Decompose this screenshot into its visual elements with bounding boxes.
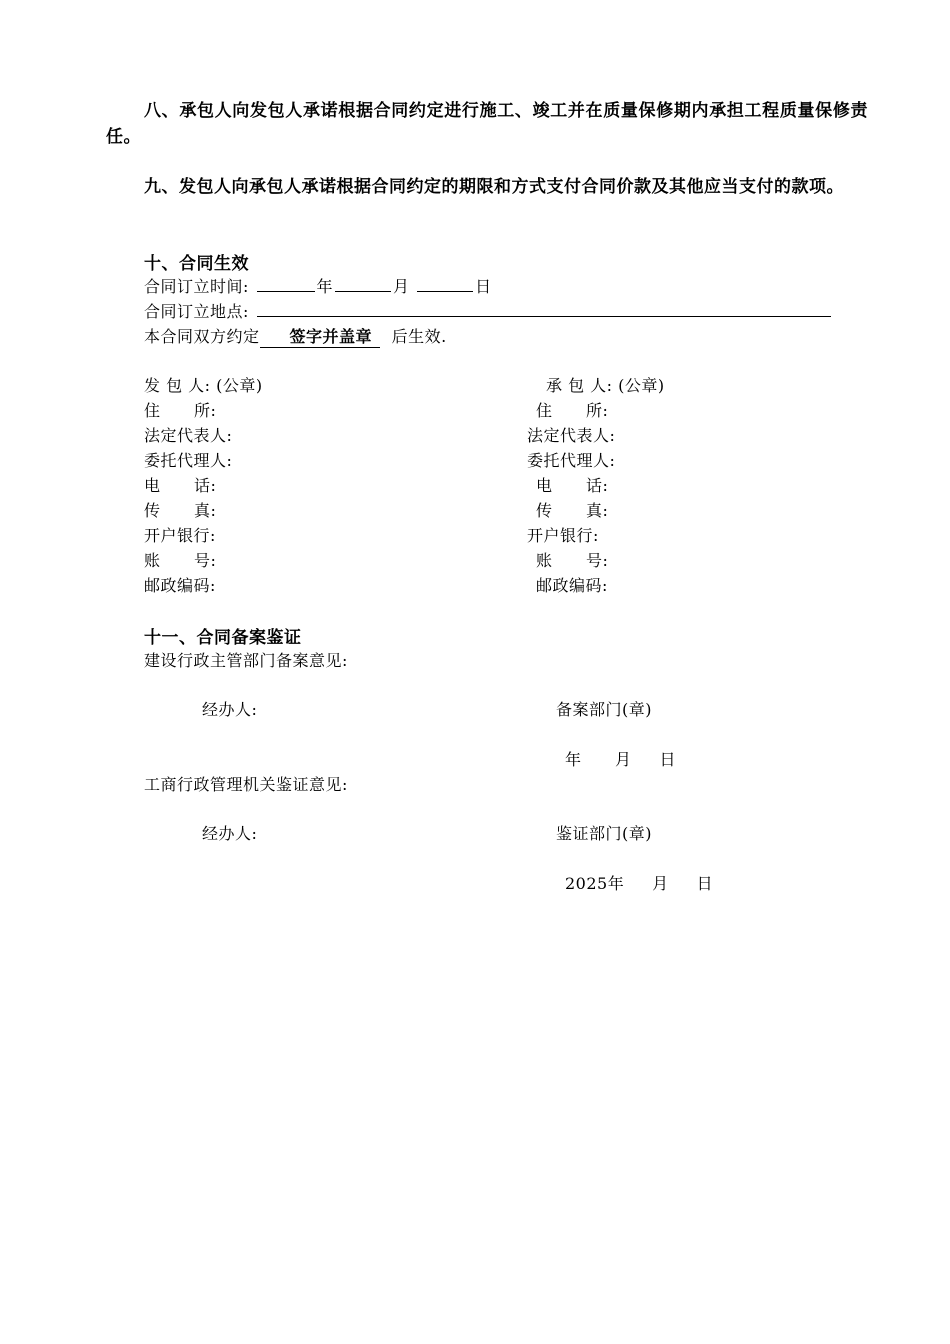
employer-bank: 开户银行: bbox=[144, 526, 216, 545]
sign-time-label: 合同订立时间: bbox=[144, 277, 249, 296]
clause-nine: 九、发包人向承包人承诺根据合同约定的期限和方式支付合同价款及其他应当支付的款项。 bbox=[144, 177, 844, 197]
year-label: 年 bbox=[316, 277, 334, 296]
employer-phone: 电 话: bbox=[144, 476, 217, 495]
sign-place-line bbox=[144, 299, 833, 322]
month-label: 月 bbox=[393, 277, 410, 296]
construction-opinion: 建设行政主管部门备案意见: bbox=[144, 651, 348, 670]
contractor-bank: 开户银行: bbox=[527, 526, 599, 545]
verify-dept: 鉴证部门(章) bbox=[556, 824, 652, 843]
verify-date: 2025年 月 日 bbox=[565, 874, 714, 893]
contractor-account: 账 号: bbox=[536, 551, 609, 570]
contractor-address: 住 所: bbox=[536, 401, 609, 420]
contractor-agent: 委托代理人: bbox=[527, 451, 616, 470]
employer-postcode: 邮政编码: bbox=[144, 576, 216, 595]
sign-time-line bbox=[144, 274, 492, 297]
month-blank[interactable] bbox=[335, 275, 391, 292]
effect-heading: 十、合同生效 bbox=[144, 254, 249, 274]
agree-value: 签字并盖章 bbox=[260, 324, 381, 348]
commerce-opinion: 工商行政管理机关鉴证意见: bbox=[144, 775, 348, 794]
handler-2: 经办人: bbox=[202, 824, 258, 843]
contractor-fax: 传 真: bbox=[536, 501, 609, 520]
filing-dept: 备案部门(章) bbox=[556, 700, 652, 719]
year-blank[interactable] bbox=[257, 275, 315, 292]
clause-eight: 八、承包人向发包人承诺根据合同约定进行施工、竣工并在质量保修期内承担工程质量保修责任。 bbox=[106, 101, 868, 147]
employer-agent: 委托代理人: bbox=[144, 451, 233, 470]
employer-fax: 传 真: bbox=[144, 501, 217, 520]
sign-place-label: 合同订立地点: bbox=[144, 302, 249, 321]
employer-address: 住 所: bbox=[144, 401, 217, 420]
employer-title: 发 包 人: (公章) bbox=[144, 376, 263, 395]
agree-prefix: 本合同双方约定 bbox=[144, 327, 260, 346]
contractor-postcode: 邮政编码: bbox=[536, 576, 608, 595]
contractor-phone: 电 话: bbox=[536, 476, 609, 495]
handler-1: 经办人: bbox=[202, 700, 258, 719]
day-label: 日 bbox=[475, 277, 492, 296]
sign-place-blank[interactable] bbox=[257, 300, 831, 317]
contractor-legal-rep: 法定代表人: bbox=[527, 426, 616, 445]
day-blank[interactable] bbox=[417, 275, 473, 292]
employer-legal-rep: 法定代表人: bbox=[144, 426, 233, 445]
filing-heading: 十一、合同备案鉴证 bbox=[144, 628, 302, 648]
filing-date: 年 月 日 bbox=[565, 750, 676, 769]
contractor-title: 承 包 人: (公章) bbox=[546, 376, 665, 395]
agree-line bbox=[144, 324, 447, 348]
employer-account: 账 号: bbox=[144, 551, 217, 570]
agree-suffix: 后生效. bbox=[391, 327, 447, 346]
